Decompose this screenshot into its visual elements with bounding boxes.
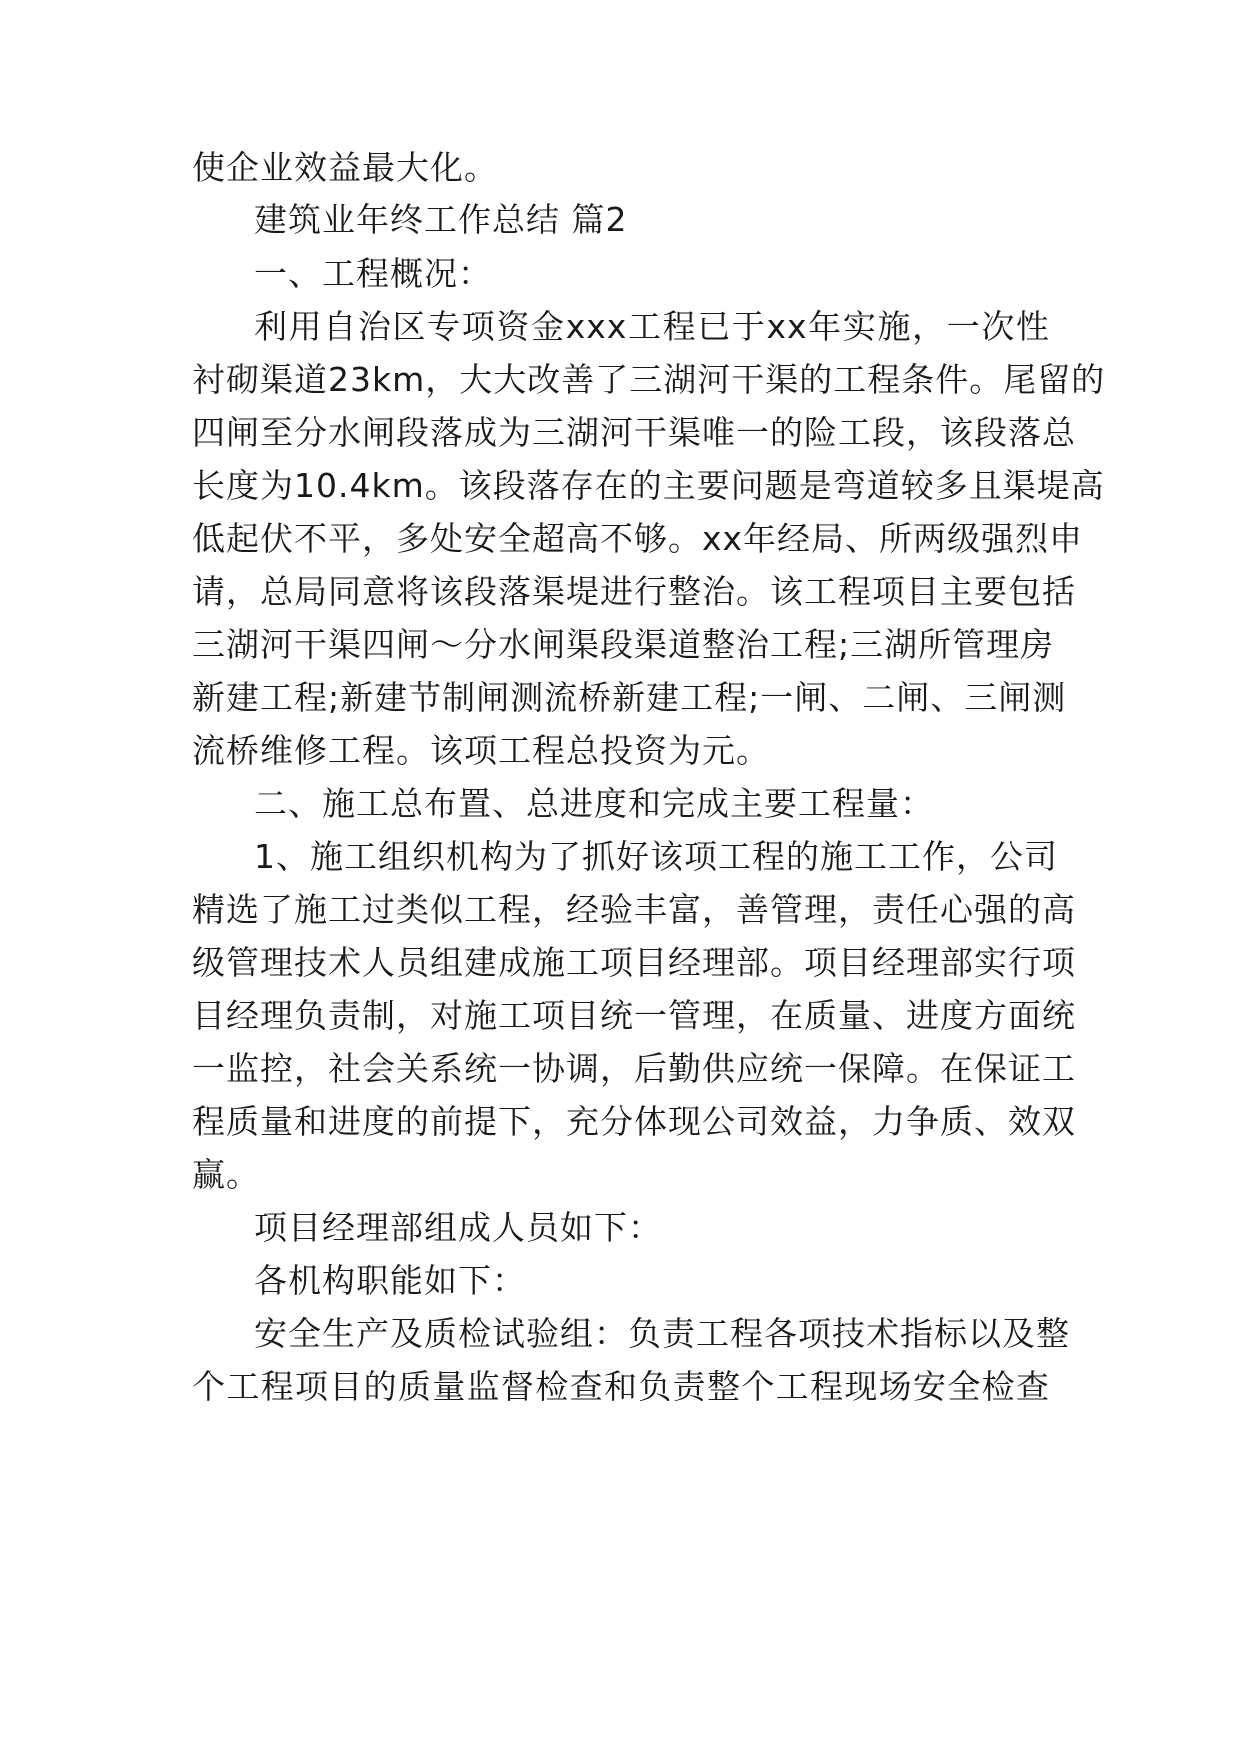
paragraph-line: 精选了施工过类似工程，经验丰富，善管理，责任心强的高 [192, 890, 1076, 929]
paragraph-line: 衬砌渠道23km，大大改善了三湖河干渠的工程条件。尾留的 [192, 360, 1106, 399]
paragraph-line: 使企业效益最大化。 [192, 148, 498, 187]
paragraph-line: 级管理技术人员组建成施工项目经理部。项目经理部实行项 [192, 943, 1076, 982]
paragraph-line: 低起伏不平，多处安全超高不够。xx年经局、所两级强烈申 [192, 519, 1084, 558]
paragraph-line: 流桥维修工程。该项工程总投资为元。 [192, 731, 770, 770]
paragraph-line: 长度为10.4km。该段落存在的主要问题是弯道较多且渠堤高 [192, 466, 1105, 505]
paragraph-line: 赢。 [192, 1155, 260, 1194]
paragraph-line: 各机构职能如下： [254, 1261, 526, 1300]
paragraph-line: 个工程项目的质量监督检查和负责整个工程现场安全检查 [192, 1367, 1050, 1406]
document-page [192, 0, 1106, 1754]
paragraph-line: 一监控，社会关系统一协调，后勤供应统一保障。在保证工 [192, 1049, 1076, 1088]
section-heading: 二、施工总布置、总进度和完成主要工程量： [254, 784, 934, 823]
paragraph-line: 安全生产及质检试验组：负责工程各项技术指标以及整 [254, 1314, 1070, 1353]
paragraph-line: 项目经理部组成人员如下： [254, 1208, 662, 1247]
paragraph-line: 三湖河干渠四闸～分水闸渠段渠道整治工程;三湖所管理房 [192, 625, 1055, 664]
paragraph-line: 利用自治区专项资金xxx工程已于xx年实施，一次性 [254, 307, 1050, 346]
paragraph-line: 四闸至分水闸段落成为三湖河干渠唯一的险工段，该段落总 [192, 413, 1076, 452]
paragraph-line: 请，总局同意将该段落渠堤进行整治。该工程项目主要包括 [192, 572, 1076, 611]
paragraph-line: 新建工程;新建节制闸测流桥新建工程;一闸、二闸、三闸测 [192, 678, 1067, 717]
section-heading: 一、工程概况： [254, 254, 492, 293]
paragraph-line: 1、施工组织机构为了抓好该项工程的施工工作，公司 [254, 837, 1058, 876]
paragraph-line: 程质量和进度的前提下，充分体现公司效益，力争质、效双 [192, 1102, 1076, 1141]
section-heading: 建筑业年终工作总结 篇2 [254, 200, 628, 239]
paragraph-line: 目经理负责制，对施工项目统一管理，在质量、进度方面统 [192, 996, 1076, 1035]
